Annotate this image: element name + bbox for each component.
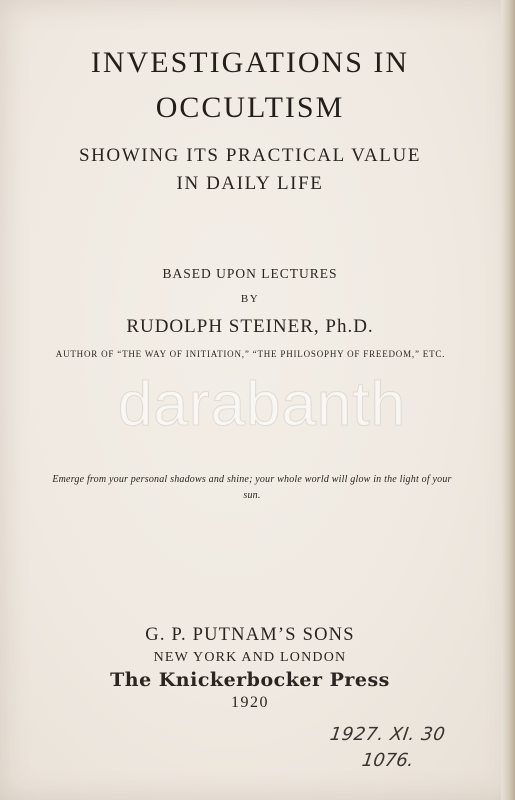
subtitle-line: SHOWING ITS PRACTICAL VALUE xyxy=(78,145,422,166)
watermark: darabanth xyxy=(117,370,407,439)
author-other-works: AUTHOR OF “THE WAY OF INITIATION,” “THE PHILOSOPHY OF FREEDOM,” ETC. xyxy=(55,349,446,359)
handwritten-number: 1076. xyxy=(360,750,416,771)
page-edge xyxy=(501,0,515,800)
author-name: RUDOLPH STEINER, Ph.D. xyxy=(126,316,374,337)
book-subtitle xyxy=(0,142,500,198)
publisher-location: NEW YORK AND LONDON xyxy=(153,650,347,665)
title-line: OCCULTISM xyxy=(155,91,345,124)
press-name: The Knickerbocker Press xyxy=(110,669,390,691)
title-line: INVESTIGATIONS IN xyxy=(90,46,410,79)
by-line: BY xyxy=(240,293,260,305)
book-title xyxy=(0,40,500,130)
publisher-name: G. P. PUTNAM’S SONS xyxy=(145,625,355,645)
handwritten-date: 1927. XI. 30 xyxy=(328,724,447,745)
based-on-line: BASED UPON LECTURES xyxy=(162,266,338,281)
publication-year: 1920 xyxy=(231,694,269,711)
motto: Emerge from your personal shadows and shine; your whole world will glow in the light of your sun. xyxy=(52,474,452,501)
subtitle-line: IN DAILY LIFE xyxy=(176,173,324,194)
